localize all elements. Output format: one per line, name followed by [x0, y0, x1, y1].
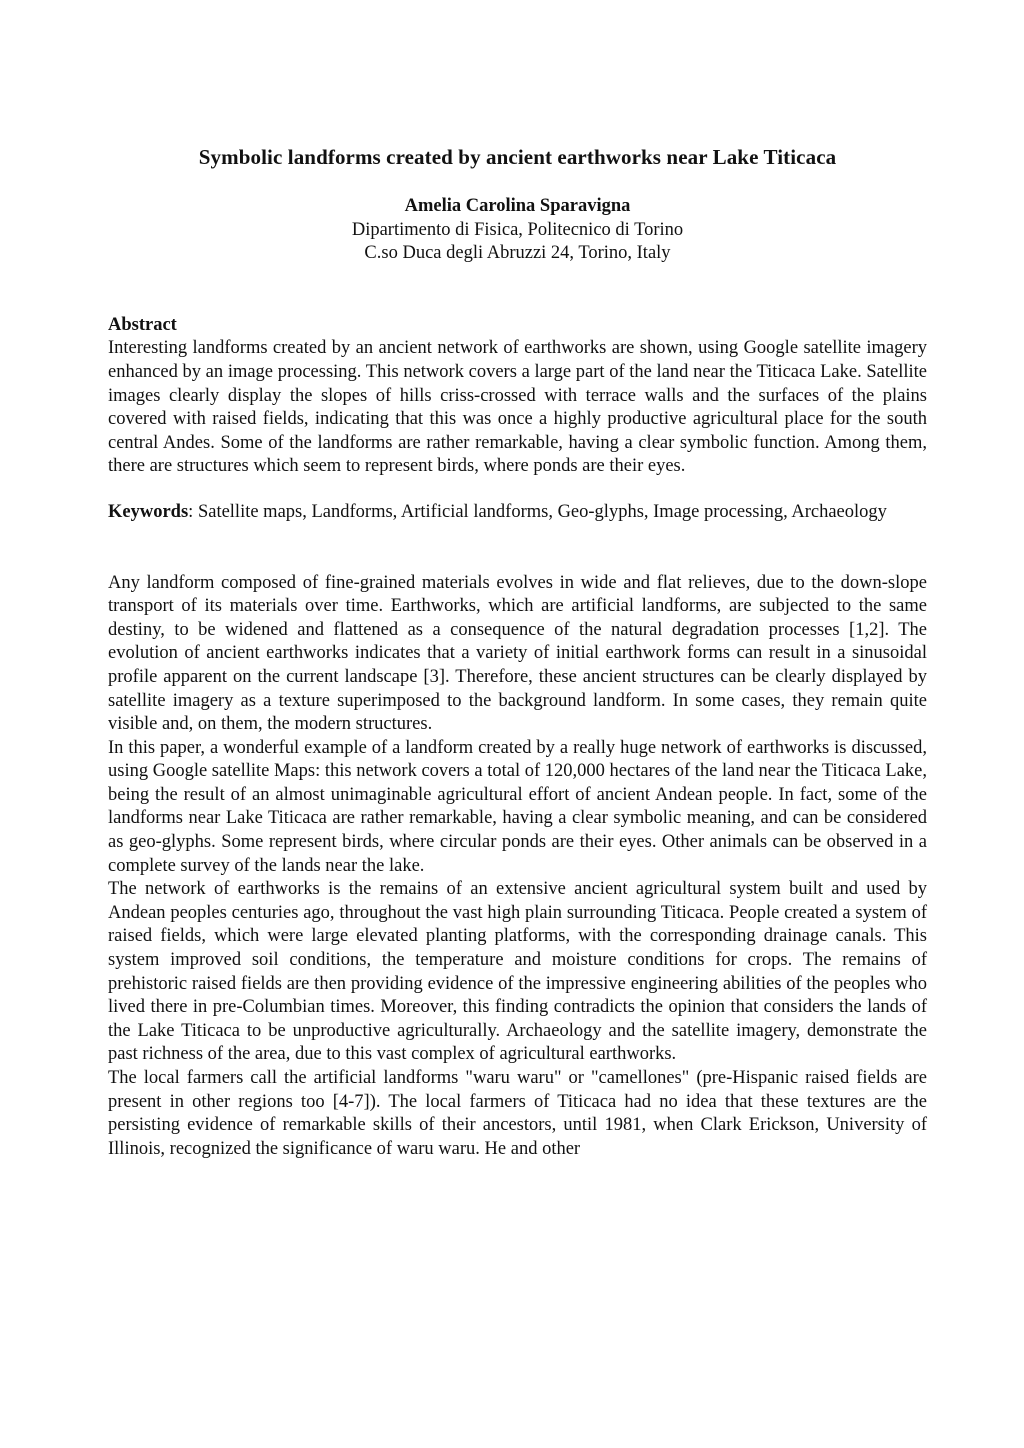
- abstract-heading: Abstract: [108, 314, 177, 335]
- author-name: Amelia Carolina Sparavigna: [404, 196, 631, 216]
- paper-title: Symbolic landforms created by ancient earthworks near Lake Titicaca: [198, 145, 837, 169]
- abstract-text: Interesting landforms created by an ancient network of earthworks are shown, using Google satellite imagery enhanced by an image processing. This network covers a large part of the land near the Titicaca Lake. Satellite images clearly display the slopes of hills criss-crossed with terrace walls and the surfaces of the plains covered with raised fields, indicating that this was once a highly productive agricultural place for the south central Andes. Some of the landforms are rather remarkable, having a clear symbolic function. Among them, there are structures which seem to represent birds, where ponds are their eyes.: [108, 338, 927, 477]
- body-text: [108, 572, 927, 1162]
- author-block: [108, 195, 927, 266]
- keywords-separator: :: [188, 501, 194, 522]
- body-paragraph: The local farmers call the artificial landforms "waru waru" or "camellones" (pre-Hispanic raised fields are present in other regions too [4-7]). The local farmers of Titicaca had no idea that these textures are the persisting evidence of remarkable skills of their ancestors, until 1981, when Clark Erickson, University of Illinois, recognized the significance of waru waru. He and other: [108, 1068, 927, 1159]
- keywords-section: [108, 501, 927, 525]
- abstract-section: [108, 314, 927, 479]
- keywords-text: Satellite maps, Landforms, Artificial landforms, Geo-glyphs, Image processing, Archaeology: [193, 501, 887, 522]
- body-paragraph: Any landform composed of fine-grained materials evolves in wide and flat relieves, due to the down-slope transport of its materials over time. Earthworks, which are artificial landforms, are subjected to the same destiny, to be widened and flattened as a consequence of the natural degradation processes [1,2]. The evolution of ancient earthworks indicates that a variety of initial earthwork forms can result in a sinusoidal profile apparent on the current landscape [3]. Therefore, these ancient structures can be clearly displayed by satellite imagery as a texture superimposed to the background landform. In some cases, they remain quite visible and, on them, the modern structures.: [108, 572, 927, 735]
- author-affiliation-address: C.so Duca degli Abruzzi 24, Torino, Italy: [364, 243, 671, 264]
- keywords-label: Keywords: [108, 501, 189, 522]
- body-paragraph: In this paper, a wonderful example of a landform created by a really huge network of earthworks is discussed, using Google satellite Maps: this network covers a total of 120,000 hectares of the land near the Titicaca Lake, being the result of an almost unimaginable agricultural effort of ancient Andean people. In fact, some of the landforms near Lake Titicaca are rather remarkable, having a clear symbolic meaning, and can be considered as geo-glyphs. Some represent birds, where circular ponds are their eyes. Other animals can be observed in a complete survey of the lands near the lake.: [108, 737, 927, 876]
- author-affiliation-department: Dipartimento di Fisica, Politecnico di Torino: [351, 219, 684, 240]
- body-paragraph: The network of earthworks is the remains of an extensive ancient agricultural system built and used by Andean peoples centuries ago, throughout the vast high plain surrounding Titicaca. People created a system of raised fields, which were large elevated planting platforms, with the corresponding drainage canals. This system improved soil conditions, the temperature and moisture conditions for crops. The remains of prehistoric raised fields are then providing evidence of the impressive engineering abilities of the peoples who lived there in pre-Columbian times. Moreover, this finding contradicts the opinion that considers the lands of the Lake Titicaca to be unproductive agriculturally. Archaeology and the satellite imagery, demonstrate the past richness of the area, due to this vast complex of agricultural earthworks.: [108, 879, 927, 1065]
- paper-page: [108, 143, 927, 1161]
